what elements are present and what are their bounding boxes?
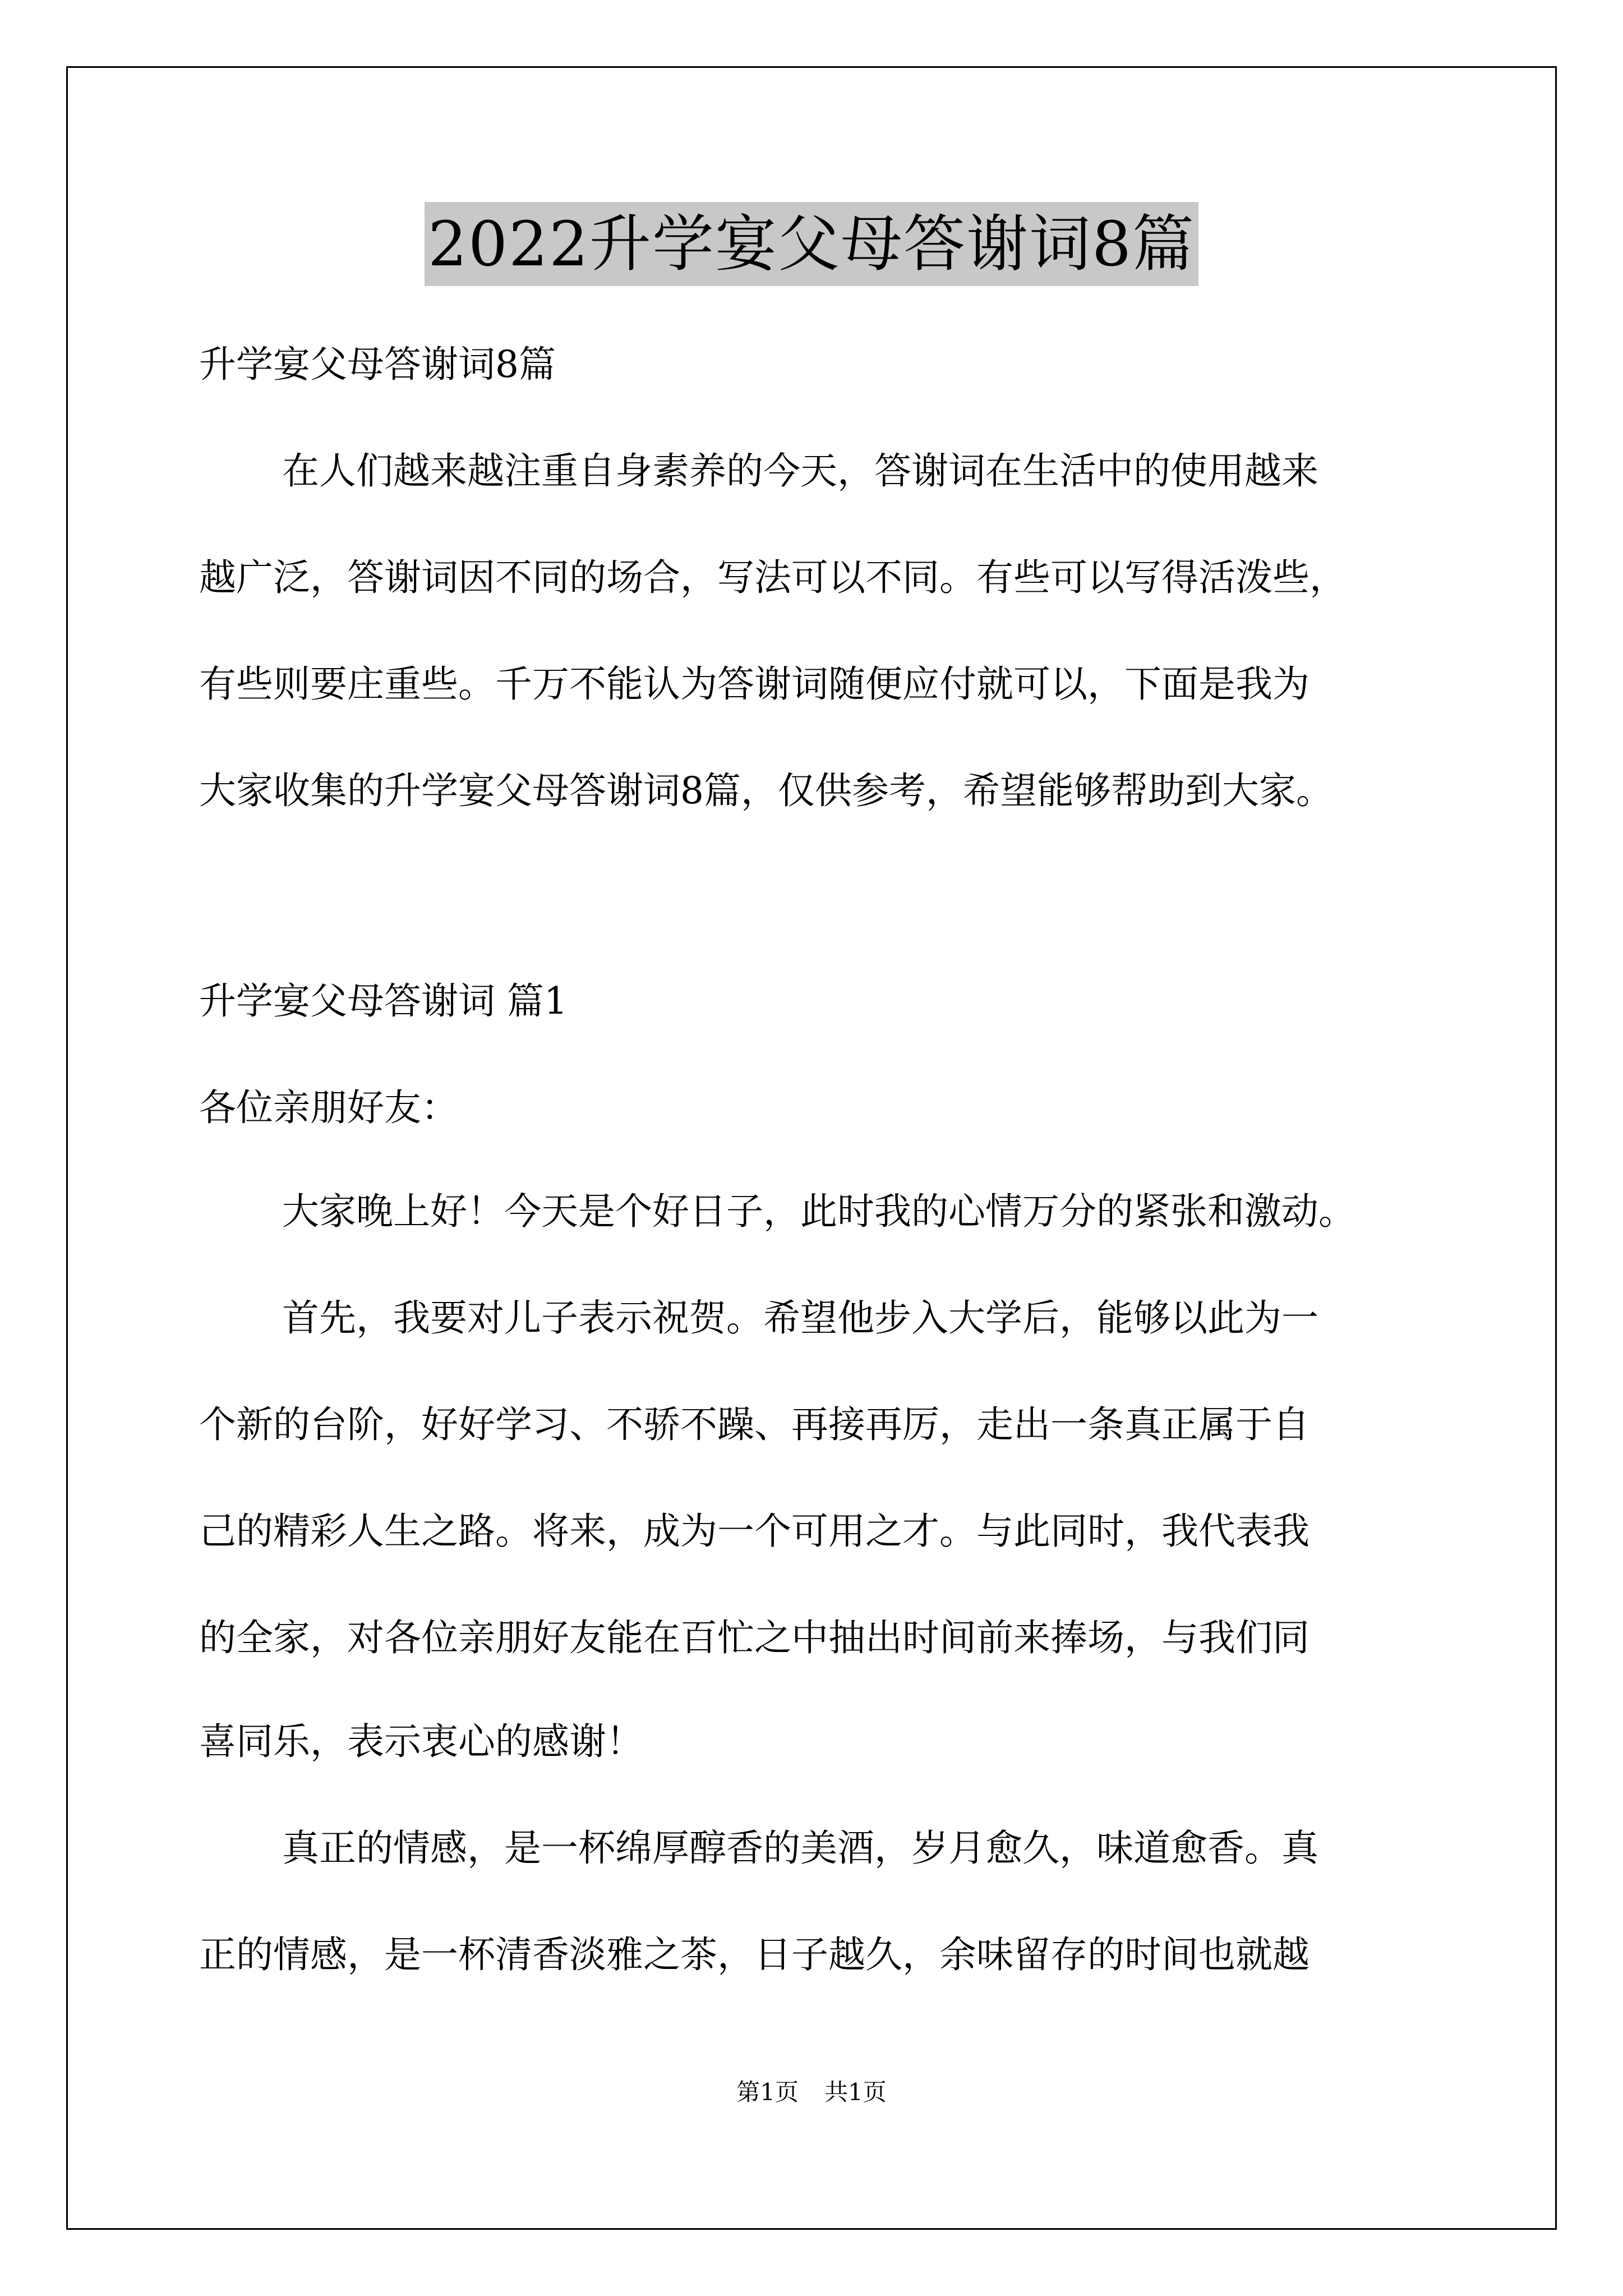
paragraph-line: 大家收集的升学宴父母答谢词8篇，仅供参考，希望能够帮助到大家。 <box>199 769 1333 812</box>
section-heading: 升学宴父母答谢词 篇1 <box>199 979 568 1023</box>
paragraph-line: 个新的台阶，好好学习、不骄不躁、再接再厉，走出一条真正属于自 <box>199 1403 1310 1446</box>
paragraph-line: 首先，我要对儿子表示祝贺。希望他步入大学后，能够以此为一 <box>282 1296 1318 1340</box>
paragraph-line: 越广泛，答谢词因不同的场合，写法可以不同。有些可以写得活泼些， <box>199 556 1347 599</box>
paragraph-line: 真正的情感，是一杯绵厚醇香的美酒，岁月愈久，味道愈香。真 <box>282 1826 1318 1870</box>
page-footer <box>0 2076 1623 2109</box>
page-total: 共1页 <box>824 2078 887 2106</box>
salutation-line: 各位亲朋好友： <box>199 1086 458 1129</box>
page-number: 第1页 <box>736 2078 799 2106</box>
paragraph-line: 己的精彩人生之路。将来，成为一个可用之才。与此同时，我代表我 <box>199 1510 1310 1553</box>
subtitle-line: 升学宴父母答谢词8篇 <box>199 343 556 386</box>
paragraph-line: 有些则要庄重些。千万不能认为答谢词随便应付就可以，下面是我为 <box>199 662 1310 706</box>
title-container <box>0 202 1623 286</box>
paragraph-line: 正的情感，是一杯清香淡雅之茶，日子越久，余味留存的时间也就越 <box>199 1933 1310 1976</box>
paragraph-line: 在人们越来越注重自身素养的今天，答谢词在生活中的使用越来 <box>282 449 1318 493</box>
paragraph-line: 喜同乐，表示衷心的感谢！ <box>199 1720 643 1763</box>
paragraph-line: 的全家，对各位亲朋好友能在百忙之中抽出时间前来捧场，与我们同 <box>199 1616 1310 1659</box>
paragraph-line: 大家晚上好！今天是个好日子，此时我的心情万分的紧张和激动。 <box>282 1190 1355 1233</box>
document-title: 2022升学宴父母答谢词8篇 <box>425 202 1198 286</box>
